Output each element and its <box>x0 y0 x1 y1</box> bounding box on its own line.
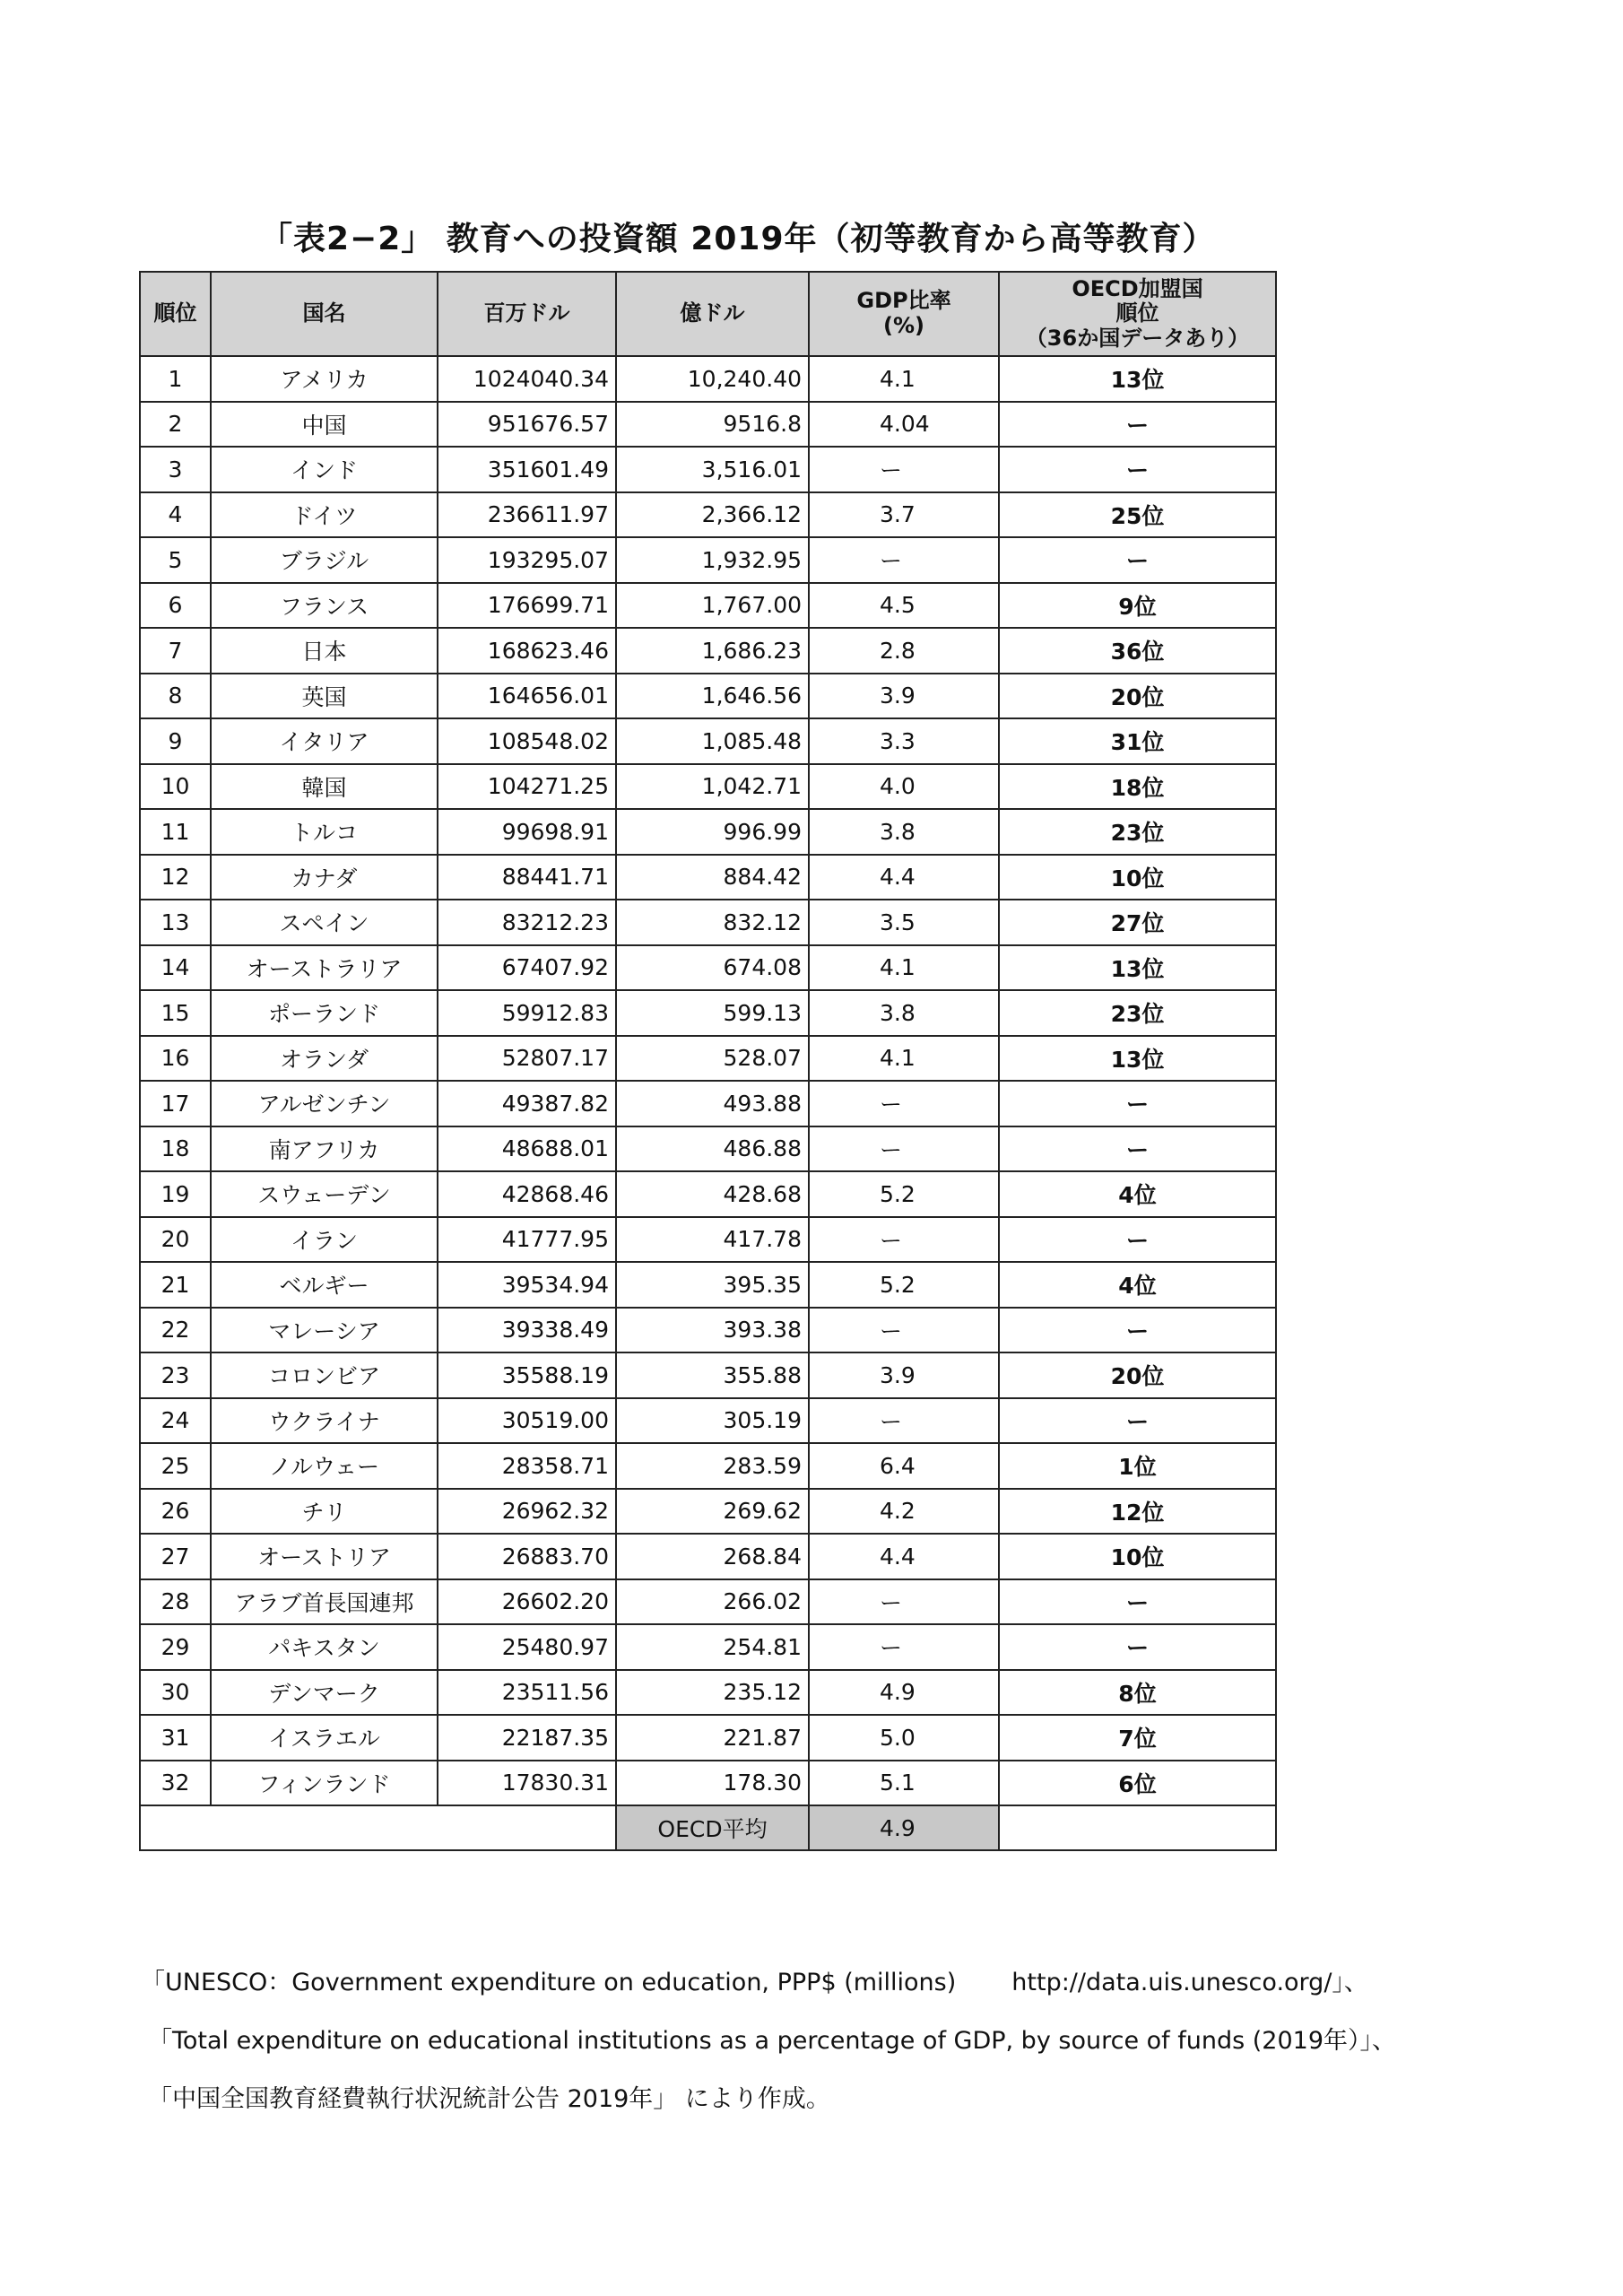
cell-gdp-ratio: 3.8 <box>809 990 999 1036</box>
cell-gdp-ratio: 4.9 <box>809 1670 999 1716</box>
cell-country: カナダ <box>211 855 438 900</box>
cell-hundred-million-usd: 1,686.23 <box>616 628 809 674</box>
cell-million-usd: 26962.32 <box>438 1489 616 1535</box>
cell-country: パキスタン <box>211 1624 438 1670</box>
cell-gdp-ratio: ー <box>809 1579 999 1625</box>
table-row <box>140 1715 1276 1761</box>
cell-gdp-ratio: 4.2 <box>809 1489 999 1535</box>
cell-oecd-rank: ー <box>999 1126 1276 1172</box>
cell-country: 中国 <box>211 402 438 448</box>
cell-hundred-million-usd: 1,767.00 <box>616 583 809 629</box>
cell-hundred-million-usd: 305.19 <box>616 1398 809 1444</box>
cell-gdp-ratio: 4.1 <box>809 356 999 402</box>
table-row <box>140 1036 1276 1082</box>
cell-hundred-million-usd: 884.42 <box>616 855 809 900</box>
cell-million-usd: 168623.46 <box>438 628 616 674</box>
cell-country: トルコ <box>211 809 438 855</box>
cell-gdp-ratio: 5.2 <box>809 1171 999 1217</box>
cell-million-usd: 1024040.34 <box>438 356 616 402</box>
table-row <box>140 1761 1276 1806</box>
cell-million-usd: 83212.23 <box>438 900 616 945</box>
cell-country: ウクライナ <box>211 1398 438 1444</box>
cell-rank: 10 <box>140 764 211 810</box>
cell-hundred-million-usd: 2,366.12 <box>616 492 809 538</box>
cell-hundred-million-usd: 1,042.71 <box>616 764 809 810</box>
cell-country: イタリア <box>211 718 438 764</box>
header-oecd-line2: 順位 <box>1115 300 1159 326</box>
table-row <box>140 628 1276 674</box>
cell-oecd-rank: 4位 <box>999 1171 1276 1217</box>
cell-oecd-rank: 20位 <box>999 674 1276 719</box>
cell-hundred-million-usd: 832.12 <box>616 900 809 945</box>
cell-rank: 22 <box>140 1308 211 1353</box>
cell-country: ベルギー <box>211 1262 438 1308</box>
cell-hundred-million-usd: 1,085.48 <box>616 718 809 764</box>
cell-country: アラブ首長国連邦 <box>211 1579 438 1625</box>
cell-rank: 23 <box>140 1352 211 1398</box>
table-row <box>140 402 1276 448</box>
cell-rank: 14 <box>140 945 211 991</box>
table-row <box>140 583 1276 629</box>
cell-gdp-ratio: 3.7 <box>809 492 999 538</box>
cell-oecd-rank: 13位 <box>999 1036 1276 1082</box>
table-row <box>140 1579 1276 1625</box>
cell-million-usd: 351601.49 <box>438 447 616 492</box>
cell-hundred-million-usd: 221.87 <box>616 1715 809 1761</box>
cell-rank: 4 <box>140 492 211 538</box>
cell-gdp-ratio: 4.4 <box>809 1534 999 1579</box>
header-oecd-line1: OECD加盟国 <box>1072 275 1203 301</box>
cell-million-usd: 23511.56 <box>438 1670 616 1716</box>
cell-million-usd: 42868.46 <box>438 1171 616 1217</box>
table-row <box>140 900 1276 945</box>
table-row <box>140 674 1276 719</box>
header-gdp-ratio-line2: (%) <box>883 313 924 338</box>
header-rank: 順位 <box>140 272 211 356</box>
cell-gdp-ratio: ー <box>809 1398 999 1444</box>
table-row <box>140 990 1276 1036</box>
cell-rank: 20 <box>140 1217 211 1263</box>
cell-country: インド <box>211 447 438 492</box>
cell-rank: 19 <box>140 1171 211 1217</box>
cell-hundred-million-usd: 254.81 <box>616 1624 809 1670</box>
cell-rank: 31 <box>140 1715 211 1761</box>
cell-rank: 9 <box>140 718 211 764</box>
table-row <box>140 1489 1276 1535</box>
table-row <box>140 1670 1276 1716</box>
footnote-unesco-url: http://data.uis.unesco.org/」、 <box>1011 1969 1368 1996</box>
oecd-average-row <box>140 1805 1276 1850</box>
cell-oecd-rank: 10位 <box>999 855 1276 900</box>
cell-million-usd: 951676.57 <box>438 402 616 448</box>
cell-oecd-rank: ー <box>999 537 1276 583</box>
header-oecd-line3: （36か国データあり） <box>1025 325 1250 351</box>
cell-hundred-million-usd: 10,240.40 <box>616 356 809 402</box>
cell-gdp-ratio: 4.1 <box>809 1036 999 1082</box>
cell-oecd-rank: 25位 <box>999 492 1276 538</box>
cell-country: イラン <box>211 1217 438 1263</box>
cell-hundred-million-usd: 266.02 <box>616 1579 809 1625</box>
cell-million-usd: 26883.70 <box>438 1534 616 1579</box>
cell-hundred-million-usd: 395.35 <box>616 1262 809 1308</box>
cell-rank: 26 <box>140 1489 211 1535</box>
cell-rank: 24 <box>140 1398 211 1444</box>
footnote-line-2: 「Total expenditure on educational institutions as a percentage of GDP, by source of funds (2019年）」、 <box>148 2027 1397 2055</box>
cell-oecd-rank: 13位 <box>999 356 1276 402</box>
cell-rank: 8 <box>140 674 211 719</box>
cell-oecd-rank: 9位 <box>999 583 1276 629</box>
table-row <box>140 718 1276 764</box>
cell-million-usd: 176699.71 <box>438 583 616 629</box>
cell-hundred-million-usd: 428.68 <box>616 1171 809 1217</box>
cell-rank: 3 <box>140 447 211 492</box>
cell-rank: 1 <box>140 356 211 402</box>
cell-million-usd: 193295.07 <box>438 537 616 583</box>
cell-country: スウェーデン <box>211 1171 438 1217</box>
footnotes <box>141 1953 1396 2128</box>
cell-country: フランス <box>211 583 438 629</box>
cell-oecd-rank: 7位 <box>999 1715 1276 1761</box>
cell-rank: 11 <box>140 809 211 855</box>
table-row <box>140 1624 1276 1670</box>
cell-gdp-ratio: ー <box>809 1126 999 1172</box>
table-row <box>140 1308 1276 1353</box>
cell-gdp-ratio: 3.9 <box>809 1352 999 1398</box>
cell-oecd-rank: 10位 <box>999 1534 1276 1579</box>
cell-country: スペイン <box>211 900 438 945</box>
header-gdp-ratio <box>809 272 999 356</box>
cell-hundred-million-usd: 599.13 <box>616 990 809 1036</box>
cell-gdp-ratio: 3.3 <box>809 718 999 764</box>
table-header-row <box>140 272 1276 356</box>
cell-country: 日本 <box>211 628 438 674</box>
cell-gdp-ratio: 4.0 <box>809 764 999 810</box>
cell-rank: 15 <box>140 990 211 1036</box>
cell-country: オーストリア <box>211 1534 438 1579</box>
cell-oecd-rank: 13位 <box>999 945 1276 991</box>
cell-million-usd: 59912.83 <box>438 990 616 1036</box>
cell-rank: 17 <box>140 1081 211 1126</box>
cell-oecd-rank: ー <box>999 447 1276 492</box>
oecd-average-value: 4.9 <box>809 1805 999 1850</box>
table-row <box>140 1081 1276 1126</box>
table-row <box>140 1443 1276 1489</box>
cell-gdp-ratio: ー <box>809 1081 999 1126</box>
cell-country: オランダ <box>211 1036 438 1082</box>
cell-rank: 30 <box>140 1670 211 1716</box>
table-row <box>140 356 1276 402</box>
table-row <box>140 945 1276 991</box>
cell-million-usd: 22187.35 <box>438 1715 616 1761</box>
cell-hundred-million-usd: 283.59 <box>616 1443 809 1489</box>
cell-gdp-ratio: ー <box>809 537 999 583</box>
cell-country: マレーシア <box>211 1308 438 1353</box>
cell-oecd-rank: 8位 <box>999 1670 1276 1716</box>
cell-oecd-rank: ー <box>999 1624 1276 1670</box>
cell-gdp-ratio: 3.8 <box>809 809 999 855</box>
cell-rank: 13 <box>140 900 211 945</box>
cell-million-usd: 39534.94 <box>438 1262 616 1308</box>
cell-country: アメリカ <box>211 356 438 402</box>
header-oecd-rank <box>999 272 1276 356</box>
cell-million-usd: 25480.97 <box>438 1624 616 1670</box>
table-row <box>140 1126 1276 1172</box>
cell-million-usd: 39338.49 <box>438 1308 616 1353</box>
cell-gdp-ratio: ー <box>809 1217 999 1263</box>
cell-hundred-million-usd: 355.88 <box>616 1352 809 1398</box>
cell-million-usd: 164656.01 <box>438 674 616 719</box>
cell-country: オーストラリア <box>211 945 438 991</box>
cell-gdp-ratio: 3.9 <box>809 674 999 719</box>
cell-gdp-ratio: 2.8 <box>809 628 999 674</box>
cell-million-usd: 99698.91 <box>438 809 616 855</box>
cell-gdp-ratio: 6.4 <box>809 1443 999 1489</box>
cell-gdp-ratio: 5.0 <box>809 1715 999 1761</box>
cell-hundred-million-usd: 674.08 <box>616 945 809 991</box>
cell-rank: 2 <box>140 402 211 448</box>
cell-million-usd: 52807.17 <box>438 1036 616 1082</box>
cell-hundred-million-usd: 393.38 <box>616 1308 809 1353</box>
cell-million-usd: 67407.92 <box>438 945 616 991</box>
cell-rank: 27 <box>140 1534 211 1579</box>
cell-million-usd: 88441.71 <box>438 855 616 900</box>
cell-gdp-ratio: 5.1 <box>809 1761 999 1806</box>
cell-gdp-ratio: 4.04 <box>809 402 999 448</box>
cell-oecd-rank: 18位 <box>999 764 1276 810</box>
cell-oecd-rank: 27位 <box>999 900 1276 945</box>
header-country: 国名 <box>211 272 438 356</box>
cell-oecd-rank: 23位 <box>999 990 1276 1036</box>
cell-million-usd: 104271.25 <box>438 764 616 810</box>
table-row <box>140 1171 1276 1217</box>
cell-gdp-ratio: 4.5 <box>809 583 999 629</box>
cell-hundred-million-usd: 269.62 <box>616 1489 809 1535</box>
cell-oecd-rank: ー <box>999 1398 1276 1444</box>
cell-hundred-million-usd: 1,932.95 <box>616 537 809 583</box>
cell-rank: 21 <box>140 1262 211 1308</box>
cell-oecd-rank: 23位 <box>999 809 1276 855</box>
cell-oecd-rank: 6位 <box>999 1761 1276 1806</box>
table-row <box>140 447 1276 492</box>
cell-oecd-rank: 1位 <box>999 1443 1276 1489</box>
cell-million-usd: 49387.82 <box>438 1081 616 1126</box>
cell-hundred-million-usd: 235.12 <box>616 1670 809 1716</box>
cell-country: デンマーク <box>211 1670 438 1716</box>
cell-oecd-rank: ー <box>999 1308 1276 1353</box>
cell-million-usd: 41777.95 <box>438 1217 616 1263</box>
cell-rank: 5 <box>140 537 211 583</box>
average-row-blank <box>999 1805 1276 1850</box>
footnote-line-3: 「中国全国教育経費執行状況統計公告 2019年」 により作成。 <box>148 2085 830 2113</box>
cell-gdp-ratio: 4.4 <box>809 855 999 900</box>
cell-hundred-million-usd: 996.99 <box>616 809 809 855</box>
table-row <box>140 1352 1276 1398</box>
cell-country: フィンランド <box>211 1761 438 1806</box>
cell-country: アルゼンチン <box>211 1081 438 1126</box>
cell-rank: 18 <box>140 1126 211 1172</box>
cell-hundred-million-usd: 493.88 <box>616 1081 809 1126</box>
cell-oecd-rank: ー <box>999 402 1276 448</box>
cell-million-usd: 30519.00 <box>438 1398 616 1444</box>
cell-hundred-million-usd: 486.88 <box>616 1126 809 1172</box>
cell-million-usd: 26602.20 <box>438 1579 616 1625</box>
cell-gdp-ratio: 5.2 <box>809 1262 999 1308</box>
footnote-unesco-source: 「UNESCO：Government expenditure on education, PPP$ (millions) <box>141 1969 957 1996</box>
cell-country: ブラジル <box>211 537 438 583</box>
cell-oecd-rank: 12位 <box>999 1489 1276 1535</box>
cell-country: チリ <box>211 1489 438 1535</box>
cell-hundred-million-usd: 9516.8 <box>616 402 809 448</box>
cell-country: 南アフリカ <box>211 1126 438 1172</box>
cell-oecd-rank: 4位 <box>999 1262 1276 1308</box>
cell-rank: 28 <box>140 1579 211 1625</box>
cell-hundred-million-usd: 178.30 <box>616 1761 809 1806</box>
table-row <box>140 1398 1276 1444</box>
cell-oecd-rank: 31位 <box>999 718 1276 764</box>
cell-oecd-rank: ー <box>999 1217 1276 1263</box>
education-investment-table <box>139 271 1277 1851</box>
cell-rank: 25 <box>140 1443 211 1489</box>
header-million-usd: 百万ドル <box>438 272 616 356</box>
cell-gdp-ratio: ー <box>809 1308 999 1353</box>
cell-hundred-million-usd: 3,516.01 <box>616 447 809 492</box>
footnote-line-1 <box>141 1953 1396 2012</box>
cell-rank: 32 <box>140 1761 211 1806</box>
cell-country: ノルウェー <box>211 1443 438 1489</box>
cell-rank: 16 <box>140 1036 211 1082</box>
cell-million-usd: 236611.97 <box>438 492 616 538</box>
cell-million-usd: 28358.71 <box>438 1443 616 1489</box>
table-row <box>140 1534 1276 1579</box>
cell-country: 韓国 <box>211 764 438 810</box>
cell-hundred-million-usd: 1,646.56 <box>616 674 809 719</box>
cell-country: ドイツ <box>211 492 438 538</box>
table-row <box>140 537 1276 583</box>
cell-oecd-rank: 20位 <box>999 1352 1276 1398</box>
cell-rank: 29 <box>140 1624 211 1670</box>
table-body <box>140 356 1276 1805</box>
table-row <box>140 492 1276 538</box>
cell-gdp-ratio: 3.5 <box>809 900 999 945</box>
cell-country: コロンビア <box>211 1352 438 1398</box>
cell-million-usd: 48688.01 <box>438 1126 616 1172</box>
cell-hundred-million-usd: 528.07 <box>616 1036 809 1082</box>
cell-gdp-ratio: ー <box>809 1624 999 1670</box>
cell-country: ポーランド <box>211 990 438 1036</box>
cell-oecd-rank: ー <box>999 1081 1276 1126</box>
cell-million-usd: 35588.19 <box>438 1352 616 1398</box>
table-row <box>140 855 1276 900</box>
table-row <box>140 764 1276 810</box>
table-row <box>140 1262 1276 1308</box>
average-row-spacer <box>140 1805 616 1850</box>
cell-million-usd: 108548.02 <box>438 718 616 764</box>
cell-country: 英国 <box>211 674 438 719</box>
cell-rank: 6 <box>140 583 211 629</box>
cell-hundred-million-usd: 417.78 <box>616 1217 809 1263</box>
cell-million-usd: 17830.31 <box>438 1761 616 1806</box>
header-gdp-ratio-line1: GDP比率 <box>856 288 951 314</box>
cell-oecd-rank: ー <box>999 1579 1276 1625</box>
cell-gdp-ratio: ー <box>809 447 999 492</box>
cell-rank: 7 <box>140 628 211 674</box>
table-row <box>140 1217 1276 1263</box>
cell-country: イスラエル <box>211 1715 438 1761</box>
header-hundred-million-usd: 億ドル <box>616 272 809 356</box>
page-title: 「表2−2」 教育への投資額 2019年（初等教育から高等教育） <box>260 221 1216 257</box>
cell-rank: 12 <box>140 855 211 900</box>
cell-hundred-million-usd: 268.84 <box>616 1534 809 1579</box>
table-row <box>140 809 1276 855</box>
cell-gdp-ratio: 4.1 <box>809 945 999 991</box>
oecd-average-label: OECD平均 <box>616 1805 809 1850</box>
cell-oecd-rank: 36位 <box>999 628 1276 674</box>
